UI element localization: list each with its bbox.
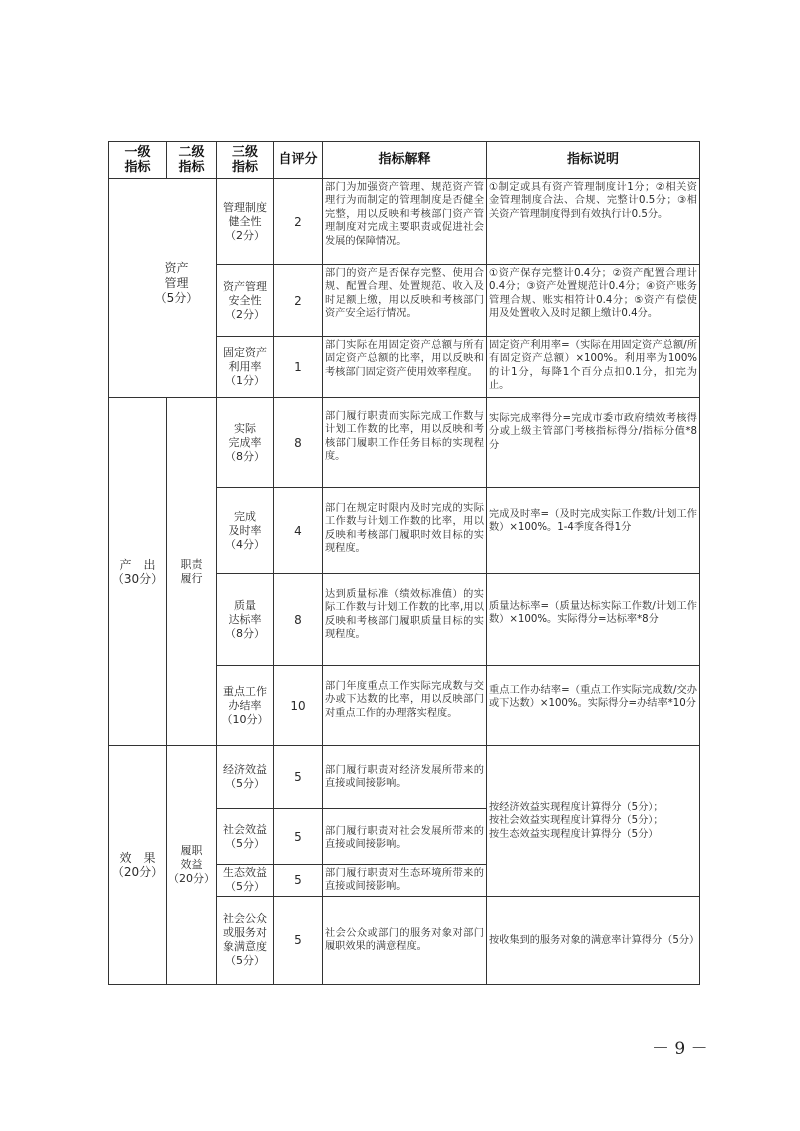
indicator-explanation: 部门年度重点工作实际完成数与交办或下达数的比率，用以反映部门对重点工作的办理落实程度。 [323, 666, 487, 746]
table-row [109, 746, 700, 809]
level3-name: 完成 及时率 （4分） [217, 488, 274, 574]
level1-assets: 资产 管理 （5分） [167, 179, 217, 398]
self-score: 2 [274, 179, 323, 265]
indicator-explanation: 部门履行职责对社会发展所带来的直接或间接影响。 [323, 809, 487, 865]
self-score: 4 [274, 488, 323, 574]
self-score: 5 [274, 896, 323, 984]
indicator-explanation: 部门的资产是否保存完整、使用合规、配置合理、处置规范、收入及时足额上缴，用以反映和考核部门资产安全运行情况。 [323, 265, 487, 337]
level1-effect: 效 果 （20分） [109, 746, 167, 985]
self-score: 5 [274, 809, 323, 865]
self-score: 5 [274, 746, 323, 809]
evaluation-table [108, 141, 700, 985]
indicator-explanation: 部门履行职责而实际完成工作数与计划工作数的比率，用以反映和考核部门履职工作任务目标的实现程度。 [323, 398, 487, 488]
header-description: 指标说明 [487, 142, 700, 179]
table-row [109, 398, 700, 488]
indicator-explanation: 部门履行职责对经济发展所带来的直接或间接影响。 [323, 746, 487, 809]
indicator-description: ①资产保存完整计0.4分；②资产配置合理计0.4分；③资产处置规范计0.4分；④资产账务管理合规、账实相符计0.4分；⑤资产有偿使用及处置收入及时足额上缴计0.4分。 [487, 265, 700, 337]
indicator-description: ①制定或具有资产管理制度计1分；②相关资金管理制度合法、合规、完整计0.5分；③相关资产管理制度得到有效执行计0.5分。 [487, 179, 700, 265]
level1-output: 产 出 （30分） [109, 398, 167, 746]
indicator-explanation: 部门为加强资产管理、规范资产管理行为而制定的管理制度是否健全完整，用以反映和考核部门资产管理制度对完成主要职责或促进社会发展的保障情况。 [323, 179, 487, 265]
table-header-row [109, 142, 700, 179]
indicator-description: 质量达标率=（质量达标实际工作数/计划工作数）×100%。实际得分=达标率*8分 [487, 574, 700, 666]
benefit-description: 按经济效益实现程度计算得分（5分）； 按社会效益实现程度计算得分（5分）； 按生态效益实现程度计算得分（5分） [487, 746, 700, 897]
header-level1: 一级 指标 [109, 142, 167, 179]
indicator-explanation: 社会公众或部门的服务对象对部门履职效果的满意程度。 [323, 896, 487, 984]
page-number: － 9 － [652, 1039, 708, 1059]
level2-duty: 职责 履行 [167, 398, 217, 746]
level3-name: 社会效益 （5分） [217, 809, 274, 865]
indicator-description: 按收集到的服务对象的满意率计算得分（5分） [487, 896, 700, 984]
header-explanation: 指标解释 [323, 142, 487, 179]
self-score: 8 [274, 398, 323, 488]
indicator-explanation: 达到质量标准（绩效标准值）的实际工作数与计划工作数的比率,用以反映和考核部门履职质量目标的实现程度。 [323, 574, 487, 666]
self-score: 5 [274, 865, 323, 897]
level3-name: 管理制度 健全性 （2分） [217, 179, 274, 265]
indicator-explanation: 部门履行职责对生态环境所带来的直接或间接影响。 [323, 865, 487, 897]
level3-name: 质量 达标率 （8分） [217, 574, 274, 666]
indicator-explanation: 部门在规定时限内及时完成的实际工作数与计划工作数的比率，用以反映和考核部门履职时效目标的实现程度。 [323, 488, 487, 574]
level3-name: 社会公众 或服务对 象满意度 （5分） [217, 896, 274, 984]
self-score: 2 [274, 265, 323, 337]
level3-name: 经济效益 （5分） [217, 746, 274, 809]
self-score: 1 [274, 337, 323, 398]
indicator-description: 固定资产利用率=（实际在用固定资产总额/所有固定资产总额）×100%。利用率为100%的计1分，每降1个百分点扣0.1分，扣完为止。 [487, 337, 700, 398]
self-score: 10 [274, 666, 323, 746]
level3-name: 资产管理 安全性 （2分） [217, 265, 274, 337]
indicator-description: 完成及时率=（及时完成实际工作数/计划工作数）×100%。1-4季度各得1分 [487, 488, 700, 574]
level3-name: 固定资产 利用率 （1分） [217, 337, 274, 398]
level2-benefit: 履职 效益 （20分） [167, 746, 217, 985]
level3-name: 生态效益 （5分） [217, 865, 274, 897]
header-level3: 三级 指标 [217, 142, 274, 179]
level3-name: 重点工作 办结率 （10分） [217, 666, 274, 746]
level3-name: 实际 完成率 （8分） [217, 398, 274, 488]
indicator-description: 实际完成率得分=完成市委市政府绩效考核得分或上级主管部门考核指标得分/指标分值*8分 [487, 398, 700, 488]
table-row [109, 179, 700, 265]
header-level2: 二级 指标 [167, 142, 217, 179]
header-self-score: 自评分 [274, 142, 323, 179]
indicator-description: 重点工作办结率=（重点工作实际完成数/交办或下达数）×100%。实际得分=办结率*10分 [487, 666, 700, 746]
indicator-explanation: 部门实际在用固定资产总额与所有固定资产总额的比率，用以反映和考核部门固定资产使用效率程度。 [323, 337, 487, 398]
self-score: 8 [274, 574, 323, 666]
